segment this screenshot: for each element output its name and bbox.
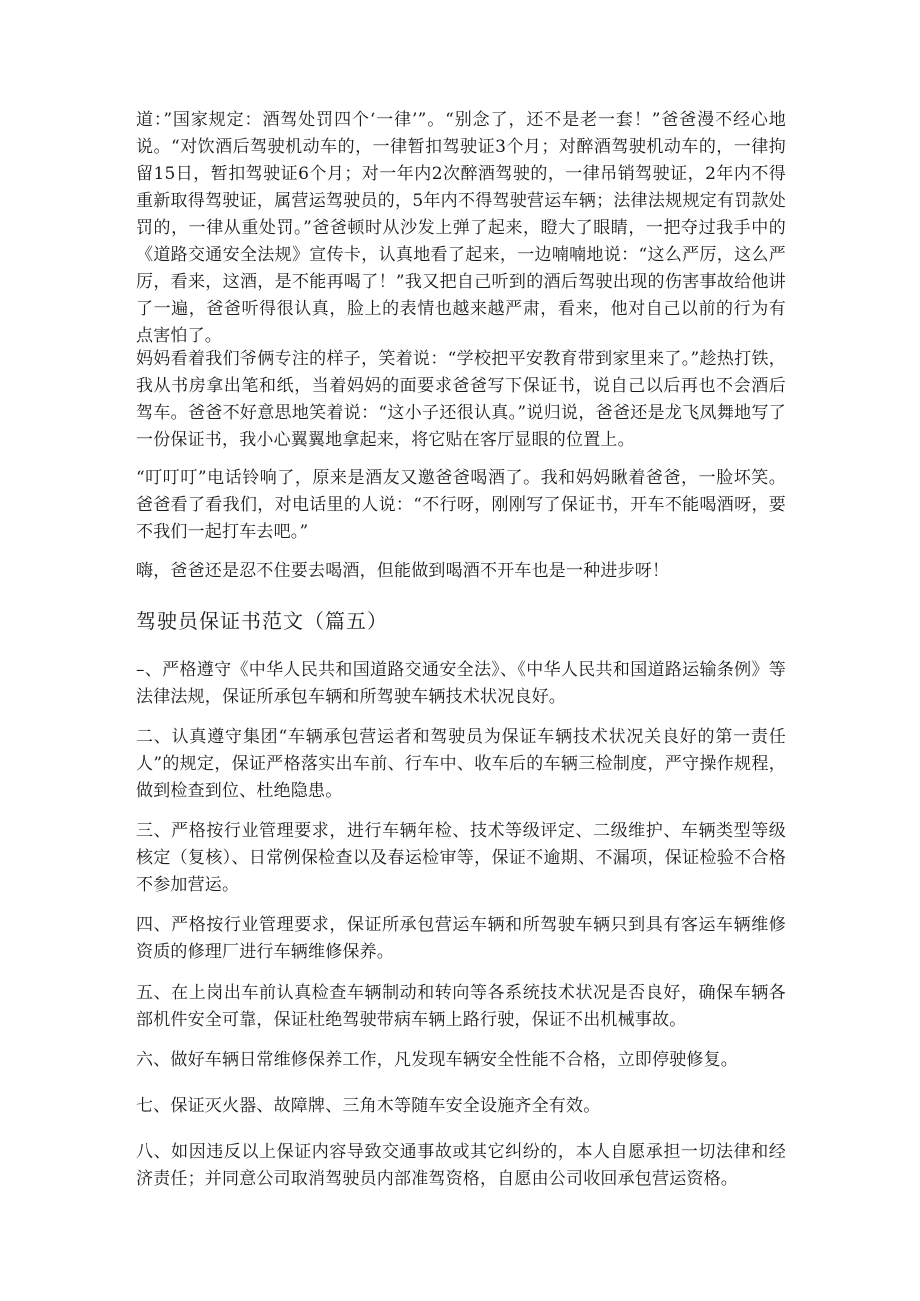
pledge-item-8: 八、如因违反以上保证内容导致交通事故或其它纠纷的，本人自愿承担一切法律和经济责任；并同意公司取消驾驶员内部准驾资格，自愿由公司收回承包营运资格。 — [136, 1142, 786, 1189]
story-paragraph-2: 妈妈看着我们爷俩专注的样子，笑着说：“学校把平安教育带到家里来了。”趁热打铁，我从书房拿出笔和纸，当着妈妈的面要求爸爸写下保证书，说自己以后再也不会酒后驾车。爸爸不好意思地笑着说：“这小子还很认真。”说归说，爸爸还是龙飞凤舞地写了一份保证书，我小心翼翼地拿起来，将它贴在客厅显眼的位置上。 — [136, 349, 786, 450]
pledge-item-5: 五、在上岗出车前认真检查车辆制动和转向等各系统技术状况是否良好，确保车辆各部机件安全可靠，保证杜绝驾驶带病车辆上路行驶，保证不出机械事故。 — [136, 983, 786, 1030]
story-paragraph-3: “叮叮叮”电话铃响了，原来是酒友又邀爸爸喝酒了。我和妈妈瞅着爸爸，一脸坏笑。爸爸看了看我们，对电话里的人说：“不行呀，刚刚写了保证书，开车不能喝酒呀，要不我们一起打车去吧。” — [136, 468, 786, 542]
pledge-item-2: 二、认真遵守集团“车辆承包营运者和驾驶员为保证车辆技术状况关良好的第一责任人”的规定，保证严格落实出车前、行车中、收车后的车辆三检制度，严守操作规程，做到检查到位、杜绝隐患。 — [136, 727, 786, 801]
story-paragraph-4: 嗨，爸爸还是忍不住要去喝酒，但能做到喝酒不开车也是一种进步呀！ — [136, 561, 670, 581]
pledge-item-3: 三、严格按行业管理要求，进行车辆年检、技术等级评定、二级维护、车辆类型等级核定（复核）、日常例保检查以及春运检审等，保证不逾期、不漏项，保证检验不合格不参加营运。 — [136, 821, 786, 895]
pledge-item-7: 七、保证灭火器、故障牌、三角木等随车安全设施齐全有效。 — [136, 1096, 601, 1116]
section-title: 驾驶员保证书范文（篇五） — [136, 609, 388, 633]
pledge-item-4: 四、严格按行业管理要求，保证所承包营运车辆和所驾驶车辆只到具有客运车辆维修资质的修理厂进行车辆维修保养。 — [136, 915, 786, 962]
pledge-item-6: 六、做好车辆日常维修保养工作，凡发现车辆安全性能不合格，立即停驶修复。 — [136, 1050, 738, 1070]
pledge-item-1: –、严格遵守《中华人民共和国道路交通安全法》、《中华人民共和国道路运输条例》等法律法规，保证所承包车辆和所驾驶车辆技术状况良好。 — [136, 660, 786, 707]
story-paragraph-1: 道：”国家规定：酒驾处罚四个‘一律’”。“别念了，还不是老一套！”爸爸漫不经心地说。“对饮酒后驾驶机动车的，一律暂扣驾驶证3个月；对醉酒驾驶机动车的，一律拘留15日，暂扣驾驶证6个月；对一年内2次醉酒驾驶的，一律吊销驾驶证，2年内不得重新取得驾驶证，属营运驾驶员的，5年内不得驾驶营运车辆；法律法规规定有罚款处罚的，一律从重处罚。”爸爸顿时从沙发上弹了起来，瞪大了眼睛，一把夺过我手中的《道路交通安全法规》宣传卡，认真地看了起来，一边喃喃地说：“这么严厉，这么严厉，看来，这酒，是不能再喝了！”我又把自己听到的酒后驾驶出现的伤害事故给他讲了一遍，爸爸听得很认真，脸上的表情也越来越严肃，看来，他对自己以前的行为有点害怕了。 — [136, 110, 786, 346]
